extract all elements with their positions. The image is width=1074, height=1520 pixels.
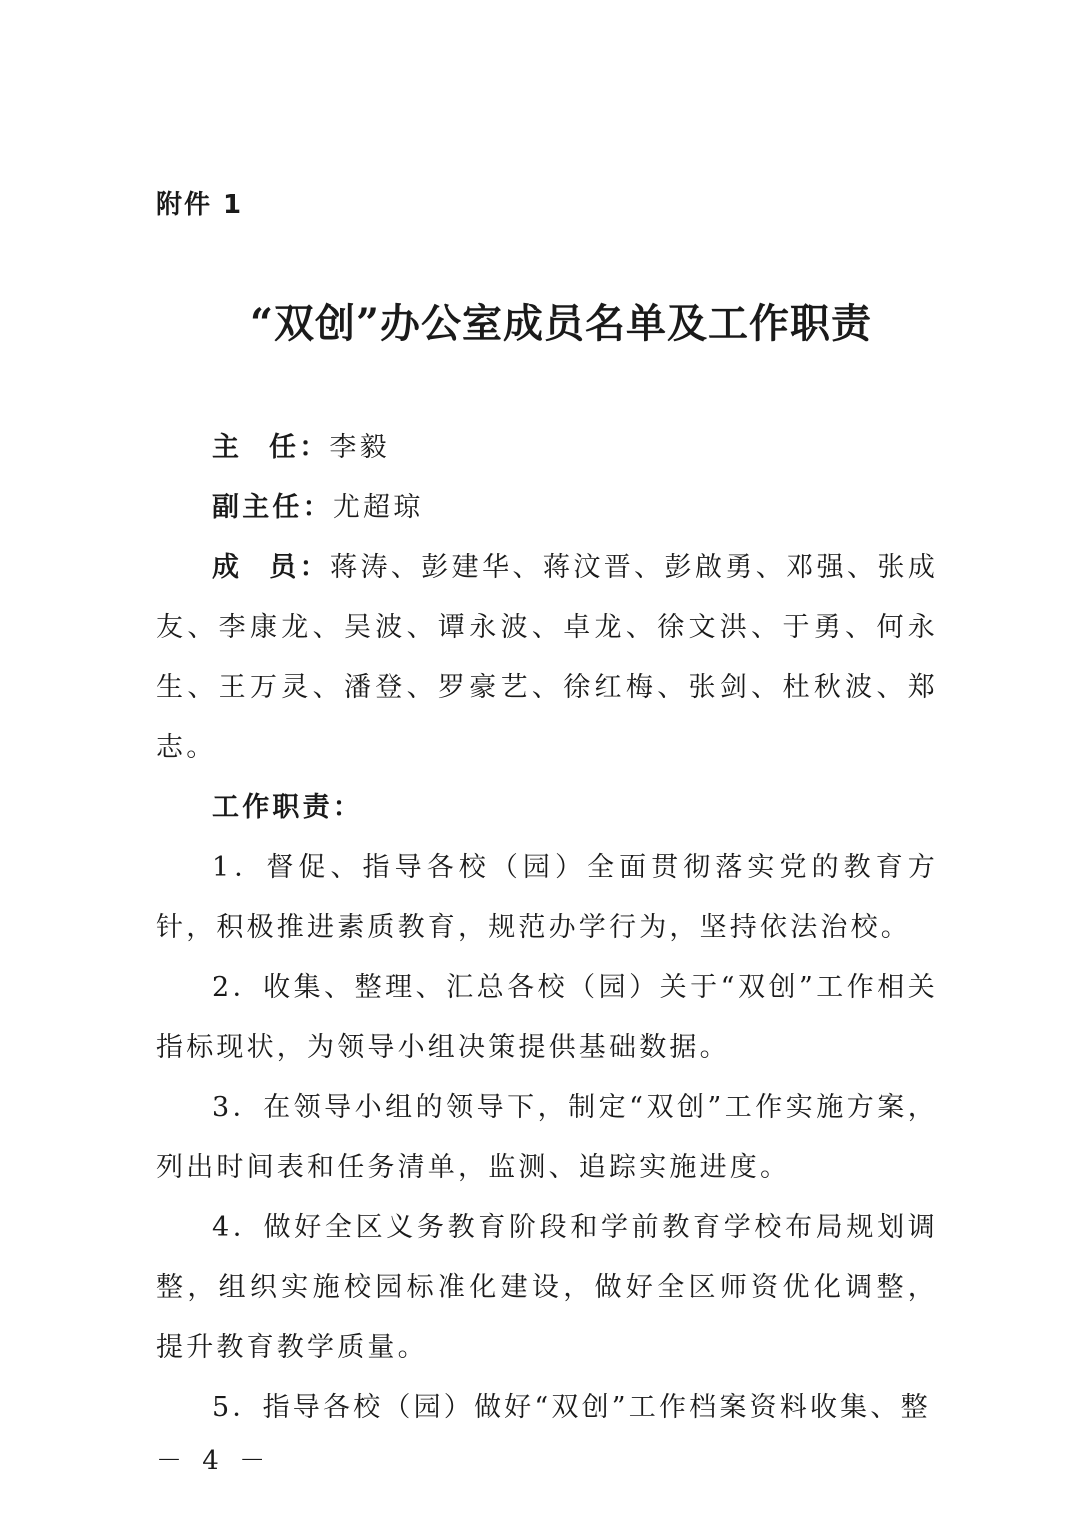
director-label-a: 主 xyxy=(212,432,269,463)
deputy-director-label: 副主任： xyxy=(212,492,333,523)
director-line xyxy=(156,418,938,478)
deputy-director-line xyxy=(156,478,938,538)
duties-heading: 工作职责： xyxy=(212,792,363,823)
document-body xyxy=(156,418,938,1438)
members-label-a: 成 xyxy=(212,552,270,583)
members-label-b: 员： xyxy=(269,552,331,583)
duty-item: 1．督促、指导各校（园）全面贯彻落实党的教育方针，积极推进素质教育，规范办学行为，坚持依法治校。 xyxy=(156,852,938,943)
director-label-b: 任： xyxy=(269,432,330,463)
duty-item: 4．做好全区义务教育阶段和学前教育学校布局规划调整，组织实施校园标准化建设，做好全区师资优化调整，提升教育教学质量。 xyxy=(156,1212,938,1363)
deputy-director-name: 尤超琼 xyxy=(332,492,424,523)
duties-heading-line xyxy=(156,778,938,838)
page-number: － 4 － xyxy=(156,1446,272,1476)
director-name: 李毅 xyxy=(329,432,390,463)
duty-item: 5．指导各校（园）做好“双创”工作档案资料收集、整 xyxy=(212,1392,931,1423)
attachment-label: 附件 1 xyxy=(156,190,244,220)
members-names: 蒋涛、彭建华、蒋汶晋、彭啟勇、邓强、张成友、李康龙、吴波、谭永波、卓龙、徐文洪、于勇、何永生、王万灵、潘登、罗豪艺、徐红梅、张剑、杜秋波、郑志。 xyxy=(156,552,939,763)
page-title: “双创”办公室成员名单及工作职责 xyxy=(249,300,872,347)
duty-item: 2．收集、整理、汇总各校（园）关于“双创”工作相关指标现状，为领导小组决策提供基础数据。 xyxy=(156,972,938,1063)
members-line xyxy=(156,538,938,778)
duty-item: 3．在领导小组的领导下，制定“双创”工作实施方案，列出时间表和任务清单，监测、追踪实施进度。 xyxy=(156,1092,938,1183)
